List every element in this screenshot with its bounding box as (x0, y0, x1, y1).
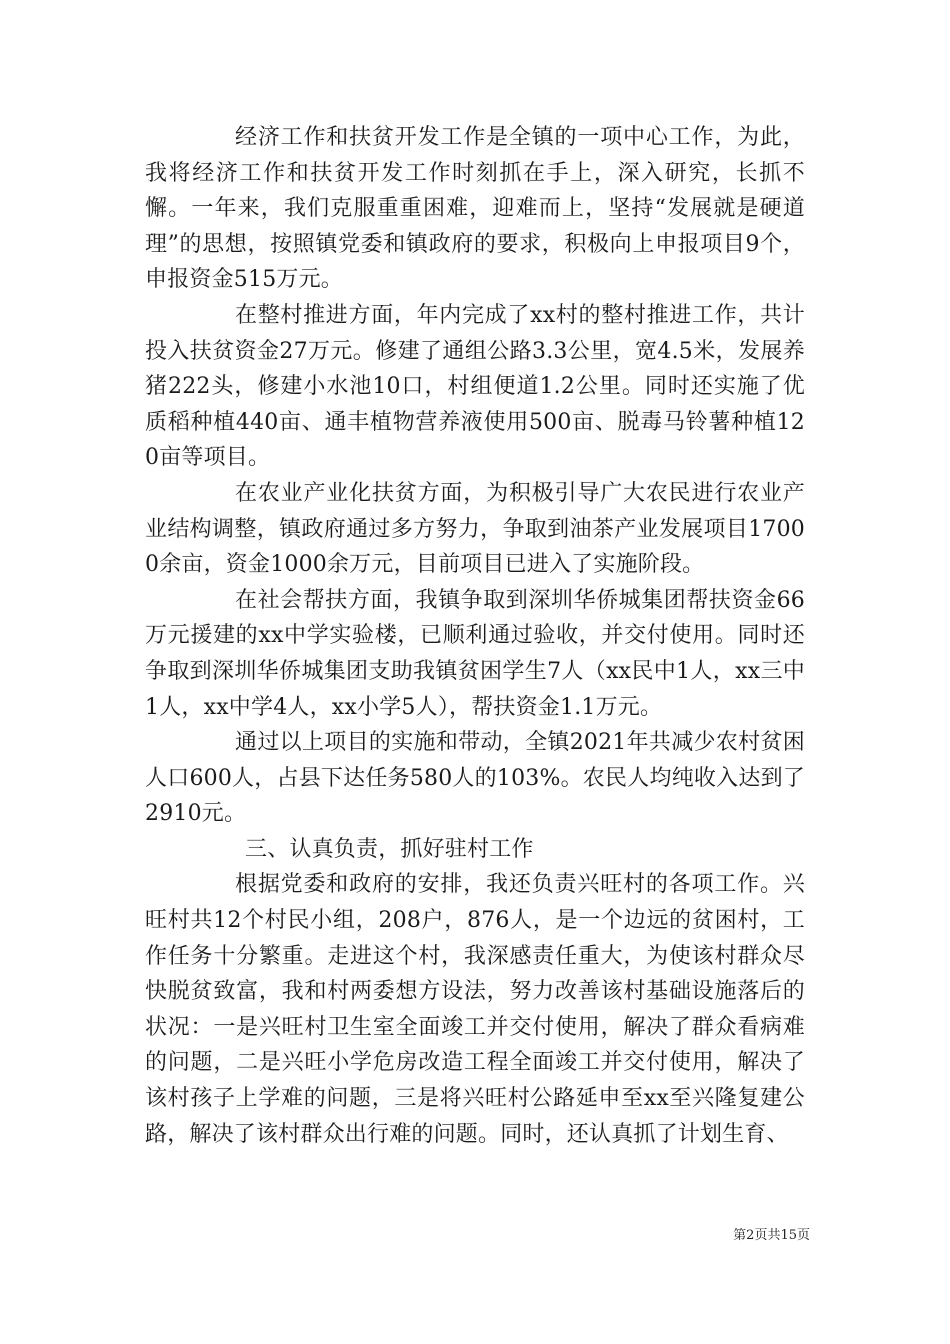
paragraph-village-promotion: 在整村推进方面，年内完成了xx村的整村推进工作，共计投入扶贫资金27万元。修建了通组公路3.3公里，宽4.5米，发展养猪222头，修建小水池10口，村组便道1.2公里。同时还实施了优质稻种植440亩、通丰植物营养液使用500亩、脱毒马铃薯种植120亩等项目。 (145, 302, 805, 471)
paragraph-agricultural-industrialization: 在农业产业化扶贫方面，为积极引导广大农民进行农业产业结构调整，镇政府通过多方努力，争取到油茶产业发展项目17000余亩，资金1000余万元，目前项目已进入了实施阶段。 (145, 480, 805, 578)
paragraph-village-work: 根据党委和政府的安排，我还负责兴旺村的各项工作。兴旺村共12个村民小组，208户，876人，是一个边远的贫困村，工作任务十分繁重。走进这个村，我深感责任重大，为使该村群众尽快脱贫致富，我和村两委想方设法，努力改善该村基础设施落后的状况：一是兴旺村卫生室全面竣工并交付使用，解决了群众看病难的问题，二是兴旺小学危房改造工程全面竣工并交付使用，解决了该村孩子上学难的问题，三是将兴旺村公路延申至xx至兴隆复建公路，解决了该村群众出行难的问题。同时，还认真抓了计划生育、 (145, 872, 805, 1147)
document-body (145, 120, 805, 1152)
paragraph-economic-work: 经济工作和扶贫开发工作是全镇的一项中心工作，为此，我将经济工作和扶贫开发工作时刻抓在手上，深入研究，长抓不懈。一年来，我们克服重重困难，迎难而上，坚持“发展就是硬道理”的思想，按照镇党委和镇政府的要求，积极向上申报项目9个，申报资金515万元。 (145, 125, 805, 293)
paragraph-poverty-reduction-results: 通过以上项目的实施和带动，全镇2021年共减少农村贫困人口600人，占县下达任务580人的103%。农民人均纯收入达到了2910元。 (145, 730, 805, 827)
page-number-footer: 第2页共15页 (733, 1228, 810, 1243)
section-heading: 三、认真负责，抓好驻村工作 (245, 836, 534, 862)
paragraph-social-assistance: 在社会帮扶方面，我镇争取到深圳华侨城集团帮扶资金66万元援建的xx中学实验楼，已顺利通过验收，并交付使用。同时还争取到深圳华侨城集团支助我镇贫困学生7人（xx民中1人，xx三中1人，xx中学4人，xx小学5人），帮扶资金1.1万元。 (145, 587, 805, 720)
